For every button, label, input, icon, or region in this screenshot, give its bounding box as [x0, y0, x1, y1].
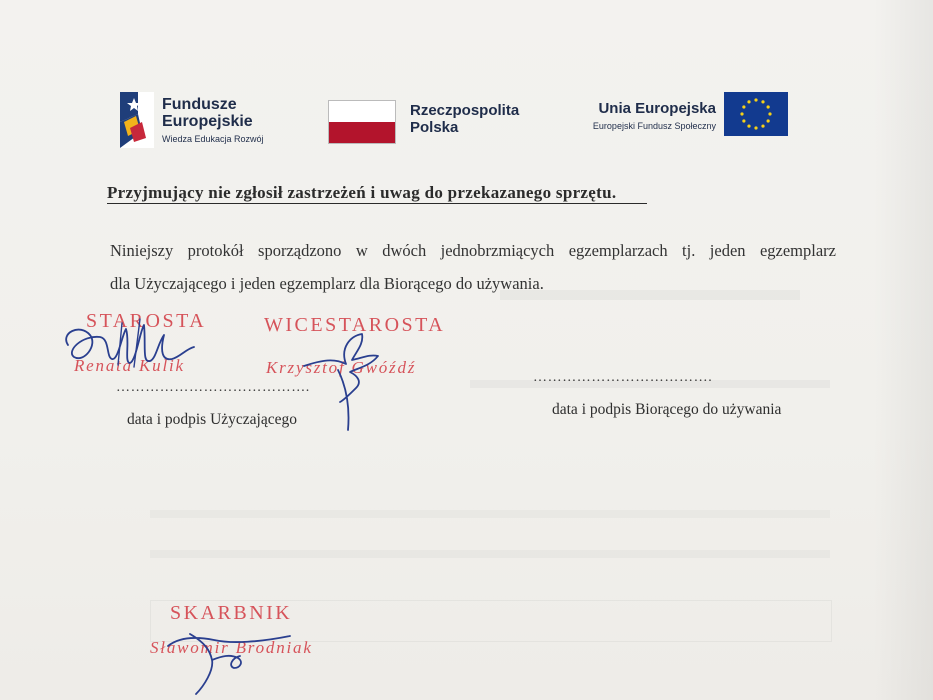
right-signature-line: ……………………………….: [533, 370, 713, 385]
eu-star: [767, 105, 770, 108]
stamp-wicestarosta-name: Krzysztof Gwóźdź: [266, 358, 417, 377]
stamp-starosta-title: STAROSTA: [86, 310, 207, 332]
eu-star: [742, 105, 745, 108]
unia-line1: Unia Europejska: [598, 100, 716, 117]
eu-star: [740, 112, 743, 115]
rzeczpospolita-wordmark: [410, 102, 519, 136]
unia-fund-name: Europejski Fundusz Społeczny: [592, 121, 716, 131]
skarbnik-signature: [160, 606, 300, 700]
paragraph-line-2: dla Użyczającego i jeden egzemplarz dla Biorącego do używania.: [110, 274, 544, 293]
eu-star: [761, 125, 764, 128]
fundusze-europejskie-wordmark: [162, 96, 264, 144]
eu-star: [742, 119, 745, 122]
polish-flag-icon: [328, 100, 396, 144]
stamp-skarbnik-title: SKARBNIK: [170, 602, 293, 624]
left-signature-caption: data i podpis Użyczającego: [127, 411, 297, 428]
fundusze-europejskie-logo-icon: [120, 92, 154, 148]
rzeczpospolita-line1: Rzeczpospolita: [410, 102, 520, 119]
funding-logo-bar: [120, 92, 800, 152]
fundusze-line2: Europejskie: [162, 113, 253, 130]
eu-star: [761, 100, 764, 103]
eu-star: [754, 126, 757, 129]
eu-star: [747, 125, 750, 128]
paragraph-line-1: Niniejszy protokół sporządzono w dwóch jednobrzmiących egzemplarzach tj. jeden egzemplarz: [110, 241, 836, 260]
eu-star: [768, 112, 771, 115]
wicestarosta-signature: [300, 330, 410, 435]
eu-star: [767, 119, 770, 122]
starosta-signature: [60, 305, 200, 380]
page-edge-shadow: [873, 0, 933, 700]
fundusze-line1: Fundusze: [162, 96, 237, 113]
stamp-skarbnik-name: Sławomir Brodniak: [150, 638, 313, 657]
right-signature-caption: data i podpis Biorącego do używania: [552, 401, 782, 418]
stamp-wicestarosta-title: WICESTAROSTA: [264, 314, 446, 336]
stamp-starosta-name: Renata Kulik: [74, 356, 185, 375]
eu-flag-icon: [724, 92, 788, 136]
eu-star: [747, 100, 750, 103]
eu-star: [754, 98, 757, 101]
acceptance-statement: Przyjmujący nie zgłosił zastrzeżeń i uwag do przekazanego sprzętu.: [107, 183, 647, 204]
unia-europejska-wordmark: [568, 100, 716, 131]
left-signature-line: ………………………………….: [116, 380, 310, 395]
rzeczpospolita-line2: Polska: [410, 119, 459, 136]
protocol-paragraph: [110, 234, 836, 300]
fundusze-program-name: Wiedza Edukacja Rozwój: [162, 134, 264, 144]
